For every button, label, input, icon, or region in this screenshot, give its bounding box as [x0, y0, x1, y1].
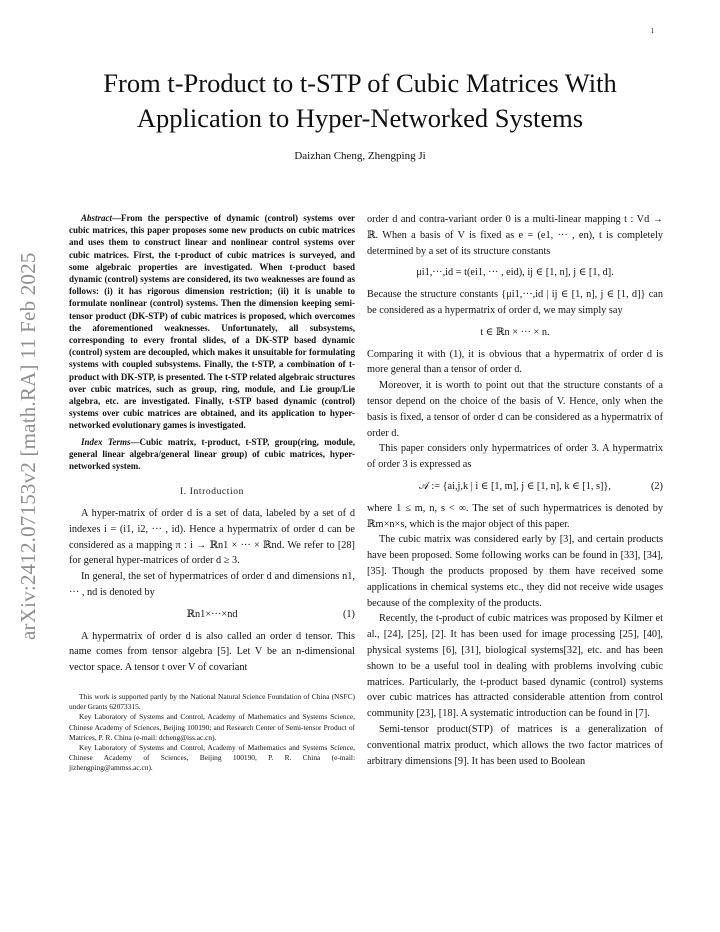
paragraph: where 1 ≤ m, n, s < ∞. The set of such hypermatrices is denoted by ℝm×n×s, which is the major object of this paper. [367, 502, 663, 530]
equation-2 [367, 479, 663, 495]
index-terms-label: Index Terms [81, 436, 131, 447]
section-heading: I. Introduction [180, 487, 244, 498]
right-column [367, 212, 663, 769]
paragraph: This paper considers only hypermatrices of order 3. A hypermatrix of order 3 is expressed as [367, 443, 663, 471]
paper-authors: Daizhan Cheng, Zhengping Ji [294, 150, 426, 162]
equation-2-number: (2) [650, 480, 663, 492]
equation-t: t ∈ ℝn × ··· × n. [480, 326, 550, 338]
footnotes [69, 692, 355, 774]
paragraph: The cubic matrix was considered early by [3], and certain products have been proposed. Some following works can be found in [33], [34], [35]. Though the products proposed by them have received some applications in chemical systems etc., they did not receive wide usages because of the complexity of the products. [367, 534, 663, 609]
index-terms [69, 436, 355, 473]
intro-paragraph-2: In general, the set of hypermatrices of order d and dimensions n1, ··· , nd is denoted by [69, 571, 355, 599]
abstract-text: —From the perspective of dynamic (control) systems over cubic matrices, this paper proposes some new products on cubic matrices and uses them to construct linear and nonlinear control systems over cubic matrices. First, the t-product of cubic matrices is surveyed, and some algebraic properties are investigated. When t-product based dynamic (control) systems are considered, its two weaknesses are found as follows: (i) it has rigorous dimension restriction; (ii) it is unable to formulate nonlinear (control) systems. Then the dimension keeping semi-tensor product (DK-STP) of cubic matrices is proposed, which overcomes the aforementioned weaknesses. Unfortunately, all subsystems, corresponding to every frontal slides, of a DK-STP based dynamic (control) system are decoupled, which makes it unsuitable for formulating systems with coupled subsystems. Finally, the t-STP, a combination of t-product with DK-STP, is presented. The t-STP related algebraic structures over cubic matrices, such as group, ring, module, and Lie group/Lie algebra, etc. are investigated. Finally, t-STP based dynamic (control) systems over cubic matrices are obtained, and its application to hyper-networked evolutionary games is investigated. [69, 213, 355, 431]
paragraph: Comparing it with (1), it is obvious that a hypermatrix of order d is more general than a tensor of order d. [367, 348, 663, 376]
paragraph-continued: order d and contra-variant order 0 is a multi-linear mapping t : Vd → ℝ. When a basis of V is fixed as e = (e1, ··· , en), t is completely determined by a set of its structure constants [367, 214, 663, 257]
intro-paragraph-3: A hypermatrix of order d is also called an order d tensor. This name comes from tensor algebra [5]. Let V be an n-dimensional vector space. A tensor t over V of covariant [69, 630, 355, 674]
paragraph: Semi-tensor product(STP) of matrices is a generalization of conventional matrix product, which allows the two factor matrices of arbitrary dimensions [9]. It has been used to Boolean [367, 723, 663, 767]
arxiv-side-label: arXiv:2412.07153v2 [math.RA] 11 Feb 2025 [16, 252, 40, 640]
intro-paragraph-1: A hyper-matrix of order d is a set of data, labeled by a set of d indexes i = (i1, i2, ··· , id). Hence a hypermatrix of order d can be considered as a mapping π : i → ℝn1 × ··· × ℝnd. We refer to [28] for general hyper-matrices of order d ≥ 3. [69, 508, 355, 567]
equation-1-body: ℝn1×···×nd [186, 608, 238, 620]
abstract [69, 212, 355, 432]
footnote: This work is supported partly by the National Natural Science Foundation of China (NSFC) under Grants 62073315. [69, 692, 355, 712]
page-number: 1 [650, 27, 654, 35]
equation-1 [69, 607, 355, 623]
paragraph: Recently, the t-product of cubic matrices was proposed by Kilmer et al., [24], [25], [2]. It has been used for image processing [25], [40], physical systems [6], [31], biological systems[32], etc. and has been shown to be a useful tool in dealing with problems involving cubic matrices. Particularly, the t-product based dynamic (control) systems over cubic matrices has attracted considerable attention from control community [23], [18]. A systematic introduction can be found in [7]. [367, 613, 663, 720]
equation-mu: μi1,···,id = t(ei1, ··· , eid), ij ∈ [1, n], j ∈ [1, d]. [416, 267, 614, 279]
equation-1-number: (1) [342, 608, 355, 620]
left-column [69, 212, 355, 774]
footnote: Key Laboratory of Systems and Control, Academy of Mathematics and Systems Science, Chinese Academy of Sciences, Beijing 100190; and Research Center of Semi-tensor Product of Matrices, P. R. China (e-mail: dcheng@iss.ac.cn). [69, 712, 355, 742]
index-terms-text: —Cubic matrix, t-product, t-STP, group(ring, module, general linear algebra/general linear group) of cubic matrices, hyper-networked system. [69, 436, 355, 472]
paper-title: From t-Product to t-STP of Cubic Matrices With Application to Hyper-Networked Systems [103, 68, 617, 133]
paragraph: Moreover, it is worth to point out that the structure constants of a tensor depend on the choice of the basis of V. Hence, only when the basis is fixed, a tensor of order d can be considered as a hypermatrix of order d. [367, 380, 663, 439]
abstract-label: Abstract [81, 213, 113, 223]
equation-2-body: 𝒜 := {ai,j,k | i ∈ [1, m], j ∈ [1, n], k ∈ [1, s]}, [419, 480, 611, 492]
footnote: Key Laboratory of Systems and Control, Academy of Mathematics and Systems Science, Chinese Academy of Sciences, Beijing 100190, P. R. China (e-mail: jizhengping@ammss.ac.cn). [69, 743, 355, 773]
paragraph: Because the structure constants {μi1,···,id | ij ∈ [1, n], j ∈ [1, d]} can be considered as a hypermatrix of order d, we may simply say [367, 289, 663, 316]
